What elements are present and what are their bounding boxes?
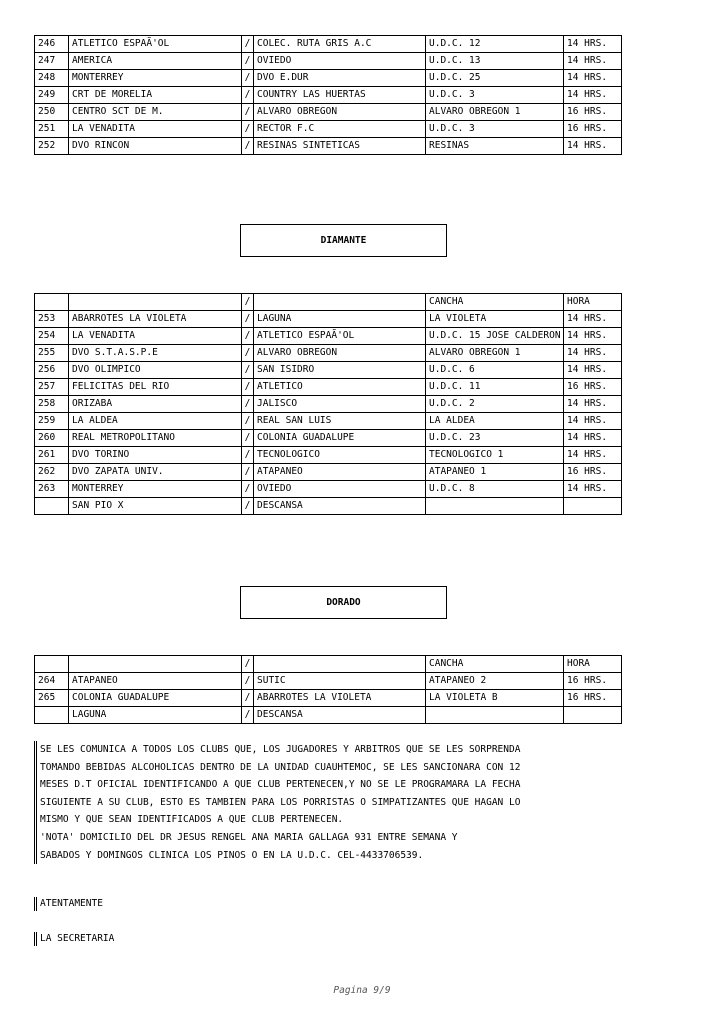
cell-field: U.D.C. 2 <box>426 396 564 413</box>
cell-sep: / <box>242 70 254 87</box>
cell-home <box>69 294 242 311</box>
cell-home: ORIZABA <box>69 396 242 413</box>
cell-time: 14 HRS. <box>564 87 622 104</box>
cell-sep: / <box>242 498 254 515</box>
cell-home: LA VENADITA <box>69 121 242 138</box>
table-header-row <box>35 294 622 311</box>
cell-sep: / <box>242 87 254 104</box>
table-row <box>35 311 622 328</box>
cell-field: CANCHA <box>426 294 564 311</box>
cell-num: 250 <box>35 104 69 121</box>
cell-sep: / <box>242 707 254 724</box>
table-row <box>35 53 622 70</box>
cell-sep: / <box>242 396 254 413</box>
table-header-row <box>35 656 622 673</box>
cell-num: 251 <box>35 121 69 138</box>
cell-sep: / <box>242 104 254 121</box>
cell-num: 264 <box>35 673 69 690</box>
cell-home: MONTERREY <box>69 481 242 498</box>
cell-time <box>564 707 622 724</box>
cell-time: 14 HRS. <box>564 311 622 328</box>
cell-sep: / <box>242 36 254 53</box>
closing-signer: LA SECRETARIA <box>34 932 114 946</box>
cell-home: LA ALDEA <box>69 413 242 430</box>
cell-home: LAGUNA <box>69 707 242 724</box>
cell-num <box>35 498 69 515</box>
cell-sep: / <box>242 121 254 138</box>
cell-num: 262 <box>35 464 69 481</box>
table-row <box>35 690 622 707</box>
table-row <box>35 121 622 138</box>
cell-sep: / <box>242 379 254 396</box>
table-row <box>35 70 622 87</box>
cell-home: LA VENADITA <box>69 328 242 345</box>
cell-away: OVIEDO <box>254 53 426 70</box>
cell-home: SAN PIO X <box>69 498 242 515</box>
cell-time: 14 HRS. <box>564 345 622 362</box>
cell-away: ABARROTES LA VIOLETA <box>254 690 426 707</box>
cell-away: RESINAS SINTETICAS <box>254 138 426 155</box>
schedule-table-diamante <box>34 293 622 515</box>
cell-field: ALVARO OBREGON 1 <box>426 104 564 121</box>
cell-time: 16 HRS. <box>564 673 622 690</box>
cell-away: DESCANSA <box>254 498 426 515</box>
cell-sep: / <box>242 294 254 311</box>
cell-field: U.D.C. 12 <box>426 36 564 53</box>
cell-time: HORA <box>564 294 622 311</box>
cell-away: TECNOLOGICO <box>254 447 426 464</box>
notice-line: TOMANDO BEBIDAS ALCOHOLICAS DENTRO DE LA UNIDAD CUAUHTEMOC, SE LES SANCIONARA CON 12 <box>34 759 634 777</box>
table-row <box>35 138 622 155</box>
cell-time: 16 HRS. <box>564 464 622 481</box>
table-row <box>35 430 622 447</box>
table-top-body <box>35 36 622 155</box>
table-row <box>35 498 622 515</box>
cell-sep: / <box>242 656 254 673</box>
cell-home: MONTERREY <box>69 70 242 87</box>
cell-num: 259 <box>35 413 69 430</box>
cell-home: ABARROTES LA VIOLETA <box>69 311 242 328</box>
cell-sep: / <box>242 481 254 498</box>
cell-away: ALVARO OBREGON <box>254 345 426 362</box>
cell-home: REAL METROPOLITANO <box>69 430 242 447</box>
table-row <box>35 362 622 379</box>
cell-num: 255 <box>35 345 69 362</box>
cell-away: ATLETICO <box>254 379 426 396</box>
cell-num <box>35 294 69 311</box>
cell-field: LA VIOLETA B <box>426 690 564 707</box>
cell-field: U.D.C. 6 <box>426 362 564 379</box>
cell-num: 246 <box>35 36 69 53</box>
cell-field: U.D.C. 13 <box>426 53 564 70</box>
cell-num: 247 <box>35 53 69 70</box>
cell-home: ATLETICO ESPAÃ'OL <box>69 36 242 53</box>
page-number: Pagina 9/9 <box>333 985 391 996</box>
cell-time: 14 HRS. <box>564 481 622 498</box>
cell-field: U.D.C. 25 <box>426 70 564 87</box>
cell-sep: / <box>242 138 254 155</box>
cell-time: HORA <box>564 656 622 673</box>
cell-away: ATLETICO ESPAÃ'OL <box>254 328 426 345</box>
cell-sep: / <box>242 413 254 430</box>
cell-field: U.D.C. 15 JOSE CALDERON <box>426 328 564 345</box>
cell-time: 16 HRS. <box>564 690 622 707</box>
cell-field: ATAPANEO 2 <box>426 673 564 690</box>
cell-field: LA ALDEA <box>426 413 564 430</box>
cell-field: U.D.C. 23 <box>426 430 564 447</box>
cell-time: 14 HRS. <box>564 413 622 430</box>
cell-field: ATAPANEO 1 <box>426 464 564 481</box>
cell-time: 14 HRS. <box>564 396 622 413</box>
table-row <box>35 396 622 413</box>
cell-home: DVO RINCON <box>69 138 242 155</box>
cell-home: DVO S.T.A.S.P.E <box>69 345 242 362</box>
cell-sep: / <box>242 447 254 464</box>
table-row <box>35 328 622 345</box>
table-row <box>35 87 622 104</box>
cell-home: COLONIA GUADALUPE <box>69 690 242 707</box>
cell-away: SAN ISIDRO <box>254 362 426 379</box>
cell-home: ATAPANEO <box>69 673 242 690</box>
cell-time: 14 HRS. <box>564 430 622 447</box>
notice-block <box>34 741 634 864</box>
cell-sep: / <box>242 464 254 481</box>
cell-away <box>254 656 426 673</box>
cell-field: CANCHA <box>426 656 564 673</box>
cell-field: U.D.C. 11 <box>426 379 564 396</box>
cell-time: 14 HRS. <box>564 36 622 53</box>
cell-num: 261 <box>35 447 69 464</box>
cell-num: 254 <box>35 328 69 345</box>
cell-time: 14 HRS. <box>564 70 622 87</box>
table-row <box>35 379 622 396</box>
cell-field: U.D.C. 8 <box>426 481 564 498</box>
cell-field <box>426 707 564 724</box>
cell-num <box>35 656 69 673</box>
cell-num: 260 <box>35 430 69 447</box>
cell-away: ATAPANEO <box>254 464 426 481</box>
cell-field: TECNOLOGICO 1 <box>426 447 564 464</box>
cell-sep: / <box>242 430 254 447</box>
cell-sep: / <box>242 53 254 70</box>
cell-away: COLONIA GUADALUPE <box>254 430 426 447</box>
table-row <box>35 345 622 362</box>
cell-away: JALISCO <box>254 396 426 413</box>
cell-num: 258 <box>35 396 69 413</box>
cell-sep: / <box>242 328 254 345</box>
notice-line: MESES D.T OFICIAL IDENTIFICANDO A QUE CLUB PERTENECEN,Y NO SE LE PROGRAMARA LA FECHA <box>34 776 634 794</box>
cell-num: 252 <box>35 138 69 155</box>
cell-away: ALVARO OBREGON <box>254 104 426 121</box>
schedule-table-dorado <box>34 655 622 724</box>
cell-field: LA VIOLETA <box>426 311 564 328</box>
cell-home: FELICITAS DEL RIO <box>69 379 242 396</box>
cell-away: DVO E.DUR <box>254 70 426 87</box>
cell-away: SUTIC <box>254 673 426 690</box>
cell-time: 14 HRS. <box>564 447 622 464</box>
cell-field <box>426 498 564 515</box>
table-row <box>35 481 622 498</box>
cell-home: CENTRO SCT DE M. <box>69 104 242 121</box>
table-row <box>35 673 622 690</box>
cell-field: U.D.C. 3 <box>426 87 564 104</box>
table-row <box>35 464 622 481</box>
cell-num: 265 <box>35 690 69 707</box>
cell-field: U.D.C. 3 <box>426 121 564 138</box>
cell-num: 248 <box>35 70 69 87</box>
cell-time: 14 HRS. <box>564 138 622 155</box>
cell-field: ALVARO OBREGON 1 <box>426 345 564 362</box>
table-row <box>35 36 622 53</box>
cell-num <box>35 707 69 724</box>
cell-sep: / <box>242 690 254 707</box>
table-diamante-body <box>35 294 622 515</box>
cell-num: 263 <box>35 481 69 498</box>
cell-home <box>69 656 242 673</box>
section-diamante-title: DIAMANTE <box>240 224 447 257</box>
cell-time: 14 HRS. <box>564 53 622 70</box>
cell-away <box>254 294 426 311</box>
cell-home: DVO OLIMPICO <box>69 362 242 379</box>
notice-line: SABADOS Y DOMINGOS CLINICA LOS PINOS O EN LA U.D.C. CEL-4433706539. <box>34 847 634 865</box>
notice-line: SIGUIENTE A SU CLUB, ESTO ES TAMBIEN PARA LOS PORRISTAS O SIMPATIZANTES QUE HAGAN LO <box>34 794 634 812</box>
table-row <box>35 447 622 464</box>
table-row <box>35 104 622 121</box>
cell-sep: / <box>242 311 254 328</box>
cell-num: 249 <box>35 87 69 104</box>
cell-away: COUNTRY LAS HUERTAS <box>254 87 426 104</box>
cell-away: COLEC. RUTA GRIS A.C <box>254 36 426 53</box>
cell-home: AMERICA <box>69 53 242 70</box>
schedule-table-top <box>34 35 622 155</box>
notice-line: MISMO Y QUE SEAN IDENTIFICADOS A QUE CLUB PERTENECEN. <box>34 811 634 829</box>
cell-time: 14 HRS. <box>564 362 622 379</box>
cell-sep: / <box>242 362 254 379</box>
cell-time: 16 HRS. <box>564 379 622 396</box>
cell-num: 256 <box>35 362 69 379</box>
table-row <box>35 707 622 724</box>
table-dorado-body <box>35 656 622 724</box>
cell-away: REAL SAN LUIS <box>254 413 426 430</box>
cell-away: DESCANSA <box>254 707 426 724</box>
closing-regards: ATENTAMENTE <box>34 897 103 911</box>
cell-away: OVIEDO <box>254 481 426 498</box>
table-row <box>35 413 622 430</box>
cell-sep: / <box>242 345 254 362</box>
cell-away: RECTOR F.C <box>254 121 426 138</box>
cell-time <box>564 498 622 515</box>
cell-home: DVO ZAPATA UNIV. <box>69 464 242 481</box>
cell-away: LAGUNA <box>254 311 426 328</box>
cell-num: 253 <box>35 311 69 328</box>
notice-line: SE LES COMUNICA A TODOS LOS CLUBS QUE, LOS JUGADORES Y ARBITROS QUE SE LES SORPRENDA <box>34 741 634 759</box>
cell-field: RESINAS <box>426 138 564 155</box>
cell-time: 16 HRS. <box>564 121 622 138</box>
cell-sep: / <box>242 673 254 690</box>
cell-time: 14 HRS. <box>564 328 622 345</box>
cell-time: 16 HRS. <box>564 104 622 121</box>
cell-home: DVO TORINO <box>69 447 242 464</box>
notice-line: 'NOTA' DOMICILIO DEL DR JESUS RENGEL ANA MARIA GALLAGA 931 ENTRE SEMANA Y <box>34 829 634 847</box>
cell-home: CRT DE MORELIA <box>69 87 242 104</box>
cell-num: 257 <box>35 379 69 396</box>
section-dorado-title: DORADO <box>240 586 447 619</box>
